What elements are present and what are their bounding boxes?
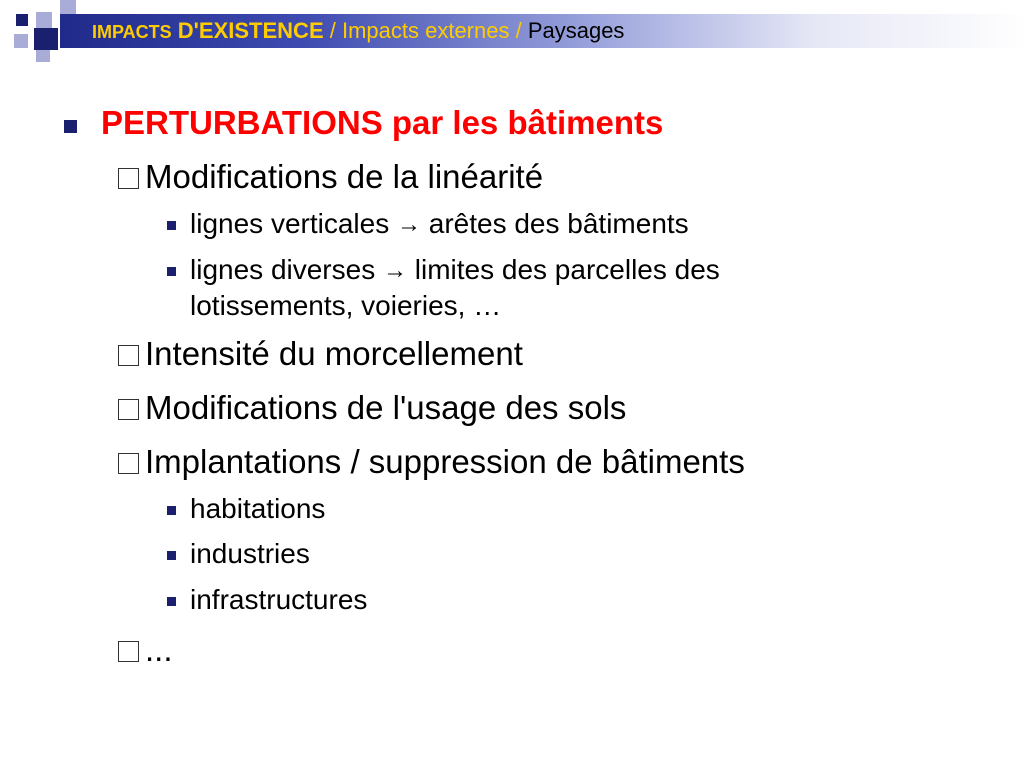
bullet-hollow-square	[118, 453, 139, 474]
bullet-small-square	[167, 551, 176, 560]
item-linearite: Modifications de la linéarité	[145, 158, 544, 195]
deco-square	[34, 28, 58, 50]
bullet-small-square	[167, 597, 176, 606]
subitem-habitations: habitations	[190, 493, 326, 524]
heading-perturbations: PERTURBATIONS par les bâtiments	[101, 104, 664, 141]
item-implantations: Implantations / suppression de bâtiments	[145, 443, 745, 480]
arrow-icon: →	[396, 211, 421, 238]
item-morcellement: Intensité du morcellement	[145, 335, 523, 372]
header-externes: / Impacts externes /	[323, 18, 528, 43]
bullet-small-square	[167, 506, 176, 515]
bullet-small-square	[167, 267, 176, 276]
deco-square	[60, 0, 76, 14]
bullet-small-square	[167, 221, 176, 230]
item-ellipsis: ...	[145, 631, 173, 668]
deco-square	[36, 12, 52, 28]
header-existence: D'EXISTENCE	[177, 18, 324, 43]
deco-square	[36, 50, 50, 62]
header-impacts: IMPACTS	[92, 22, 172, 42]
deco-square	[16, 14, 28, 26]
subitem-text: lignes verticales	[190, 208, 397, 239]
bullet-hollow-square	[118, 345, 139, 366]
subitem-diverses-line2: lotissements, voieries, …	[190, 290, 502, 321]
subitem-text: arêtes des bâtiments	[420, 208, 689, 239]
item-usage-sols: Modifications de l'usage des sols	[145, 389, 627, 426]
header-paysages: Paysages	[527, 18, 625, 43]
subitem-infrastructures: infrastructures	[190, 584, 368, 615]
arrow-icon: →	[382, 257, 407, 284]
header-breadcrumb	[92, 17, 624, 46]
subitem-diverses	[190, 254, 720, 286]
subitem-industries: industries	[190, 538, 310, 569]
bullet-hollow-square	[118, 168, 139, 189]
bullet-hollow-square	[118, 399, 139, 420]
bullet-square	[64, 120, 77, 133]
subitem-text: limites des parcelles des	[406, 254, 720, 285]
deco-square	[14, 34, 28, 48]
bullet-hollow-square	[118, 641, 139, 662]
subitem-text: lignes diverses	[190, 254, 383, 285]
subitem-verticales	[190, 208, 689, 240]
